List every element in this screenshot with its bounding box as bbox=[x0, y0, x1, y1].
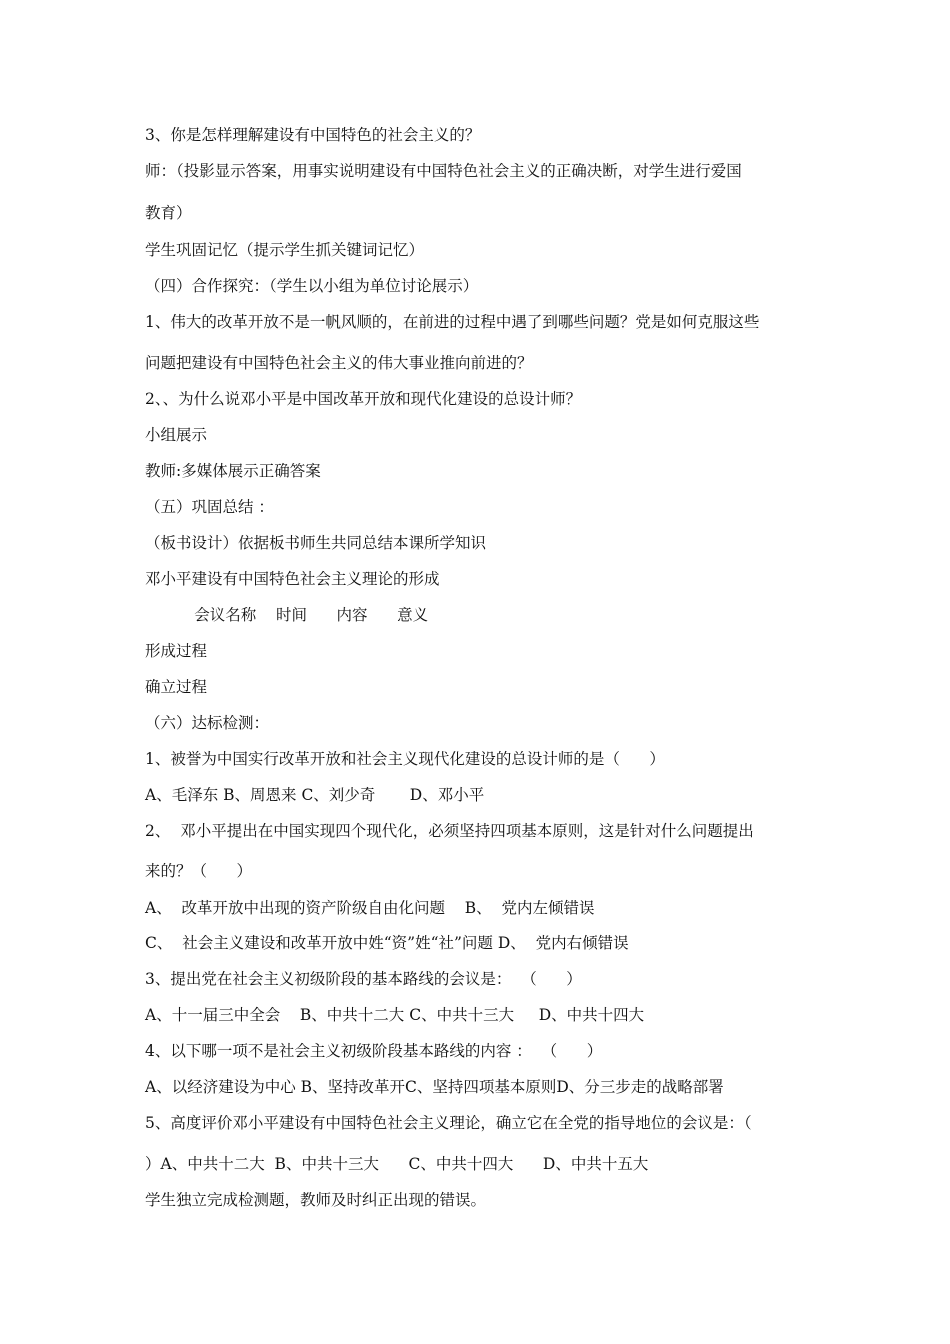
text-line: 2、、为什么说邓小平是中国改革开放和现代化建设的总设计师？ bbox=[145, 390, 582, 408]
answer-options: A、毛泽东 B、周恩来 C、刘少奇 D、邓小平 bbox=[145, 786, 485, 804]
question-line: 3、提出党在社会主义初级阶段的基本路线的会议是： （ ） bbox=[145, 970, 582, 988]
text-line: 教育） bbox=[145, 204, 192, 222]
section-heading: （五）巩固总结 ： bbox=[145, 498, 274, 516]
answer-options: A、以经济建设为中心 B、坚持改革开C、坚持四项基本原则D、分三步走的战略部署 bbox=[145, 1078, 724, 1096]
question-line: 4、以下哪一项不是社会主义初级阶段基本路线的内容 ： （ ） bbox=[145, 1042, 603, 1060]
text-line: 形成过程 bbox=[145, 642, 208, 660]
text-line: 确立过程 bbox=[145, 678, 208, 696]
text-line: （板书设计）依据板书师生共同总结本课所学知识 bbox=[145, 534, 487, 552]
answer-options: A、十一届三中全会 B、中共十二大 C、中共十三大 D、中共十四大 bbox=[145, 1006, 645, 1024]
text-line: 3、你是怎样理解建设有中国特色的社会主义的？ bbox=[145, 126, 481, 144]
text-line: 学生巩固记忆（提示学生抓关键词记忆） bbox=[145, 241, 425, 259]
text-line: 问题把建设有中国特色社会主义的伟大事业推向前进的？ bbox=[145, 354, 533, 372]
question-line: 来的？（ ） bbox=[145, 862, 253, 880]
section-heading: （四）合作探究：（学生以小组为单位讨论展示） bbox=[145, 277, 479, 295]
text-line: 师：（投影显示答案，用事实说明建设有中国特色社会主义的正确决断，对学生进行爱国 bbox=[145, 162, 742, 180]
board-design-header: 会议名称 时间 内容 意义 bbox=[145, 606, 429, 624]
section-heading: （六）达标检测： bbox=[145, 714, 270, 732]
text-line: 小组展示 bbox=[145, 426, 208, 444]
text-line: 教师:多媒体展示正确答案 bbox=[145, 462, 321, 480]
text-line: 学生独立完成检测题，教师及时纠正出现的错误。 bbox=[145, 1191, 487, 1209]
question-line: 5、高度评价邓小平建设有中国特色社会主义理论，确立它在全党的指导地位的会议是：（ bbox=[145, 1114, 752, 1132]
text-line: 1、伟大的改革开放不是一帆风顺的，在前进的过程中遇了到哪些问题？党是如何克服这些 bbox=[145, 313, 760, 331]
text-line: 邓小平建设有中国特色社会主义理论的形成 bbox=[145, 570, 440, 588]
answer-options: A、 改革开放中出现的资产阶级自由化问题 B、 党内左倾错误 bbox=[145, 899, 595, 917]
answer-options: C、 社会主义建设和改革开放中姓“资”姓“社”问题 D、 党内右倾错误 bbox=[145, 934, 629, 952]
question-line: 2、 邓小平提出在中国实现四个现代化，必须坚持四项基本原则，这是针对什么问题提出 bbox=[145, 822, 754, 840]
answer-options: ）A、中共十二大 B、中共十三大 C、中共十四大 D、中共十五大 bbox=[145, 1155, 649, 1173]
question-line: 1、被誉为中国实行改革开放和社会主义现代化建设的总设计师的是（ ） bbox=[145, 750, 665, 768]
